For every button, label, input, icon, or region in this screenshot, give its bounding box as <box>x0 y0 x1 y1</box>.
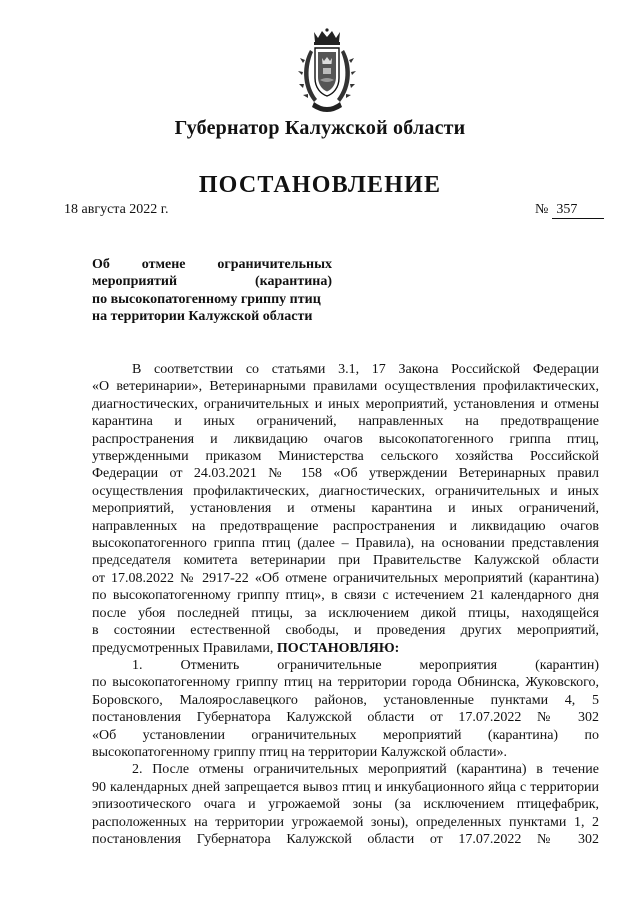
number-label: № <box>535 202 549 217</box>
body-line: диагностических, ограничительных и иных мероприятий, установления и отмены <box>92 396 599 412</box>
item-2-line: постановления Губернатора Калужской области от 17.07.2022 № 302 <box>92 831 599 847</box>
number-value: 357 <box>552 202 604 219</box>
item-1-line: постановления Губернатора Калужской области от 17.07.2022 № 302 <box>92 710 599 726</box>
subject-line: Об отмене ограничительных <box>92 257 332 272</box>
item-2-line: 2. После отмены ограничительных мероприятий (карантина) в течение <box>132 762 599 778</box>
document-subject <box>92 256 332 326</box>
item-1-line: 1. Отменить ограничительные мероприятия (карантин) <box>132 657 599 673</box>
body-line: направленных на предотвращение распространения и ликвидацию очагов <box>92 518 599 534</box>
document-body <box>92 361 599 848</box>
body-line: осуществления профилактических, диагностических, ограничительных и иных <box>92 483 599 499</box>
coat-of-arms-emblem <box>296 28 358 114</box>
body-line: мероприятий, установления и отмены карантина и иных ограничений, <box>92 501 599 517</box>
body-line: «О ветеринарии», Ветеринарными правилами осуществления профилактических, <box>92 379 599 395</box>
document-date: 18 августа 2022 г. <box>64 202 169 217</box>
item-2-line: эпизоотического очага и угрожаемой зоны (за исключением птицефабрик, <box>92 797 599 813</box>
body-line: утвержденными приказом Министерства сельского хозяйства Российской <box>92 449 599 465</box>
body-line: председателя комитета ветеринарии при Правительстве Калужской области <box>92 553 599 569</box>
body-line: Федерации от 24.03.2021 № 158 «Об утверждении Ветеринарных правил <box>92 466 599 482</box>
body-line: по высокопатогенному гриппу птиц», в связи с истечением 21 календарного дня <box>92 588 599 604</box>
item-2-line: расположенных на территории угрожаемой зоны), определенных пунктами 1, 2 <box>92 814 599 830</box>
body-line-decree <box>92 640 599 657</box>
issuing-authority: Губернатор Калужской области <box>174 117 466 139</box>
document-type-title: ПОСТАНОВЛЕНИЕ <box>198 172 442 198</box>
item-1-line: по высокопатогенному гриппу птиц на территории города Обнинска, Жуковского, <box>92 675 599 691</box>
item-1-line: высокопатогенному гриппу птиц на территории Калужской области». <box>92 744 508 760</box>
body-line: после убоя последней птицы, за исключением дикой птицы, находящейся <box>92 605 599 621</box>
decree-word: ПОСТАНОВЛЯЮ: <box>276 640 400 656</box>
body-line: карантина и иных ограничений, направленных на предотвращение <box>92 414 599 430</box>
subject-line: на территории Калужской области <box>92 309 313 325</box>
body-line: высокопатогенного гриппа птиц (далее – Правила), на основании представления <box>92 536 599 552</box>
item-1-line: «Об установлении ограничительных мероприятий (карантина) по <box>92 727 599 743</box>
subject-line: мероприятий (карантина) <box>92 274 332 290</box>
document-number <box>535 202 604 219</box>
body-line: в состоянии естественной свободы, и проведения других мероприятий, <box>92 623 599 639</box>
body-line: В соответствии со статьями 3.1, 17 Закона Российской Федерации <box>132 362 599 377</box>
item-2-line: 90 календарных дней запрещается вывоз птиц и инкубационного яйца с территории <box>92 779 599 795</box>
item-1-line: Боровского, Малоярославецкого районов, установленные пунктами 4, 5 <box>92 692 599 708</box>
preamble-last-text: предусмотренных Правилами, <box>92 640 277 656</box>
body-line: от 17.08.2022 № 2917-22 «Об отмене ограничительных мероприятий (карантина) <box>92 570 599 586</box>
body-line: распространения и ликвидацию очагов высокопатогенного гриппа птиц, <box>92 431 599 447</box>
subject-line: по высокопатогенному гриппу птиц <box>92 291 321 307</box>
